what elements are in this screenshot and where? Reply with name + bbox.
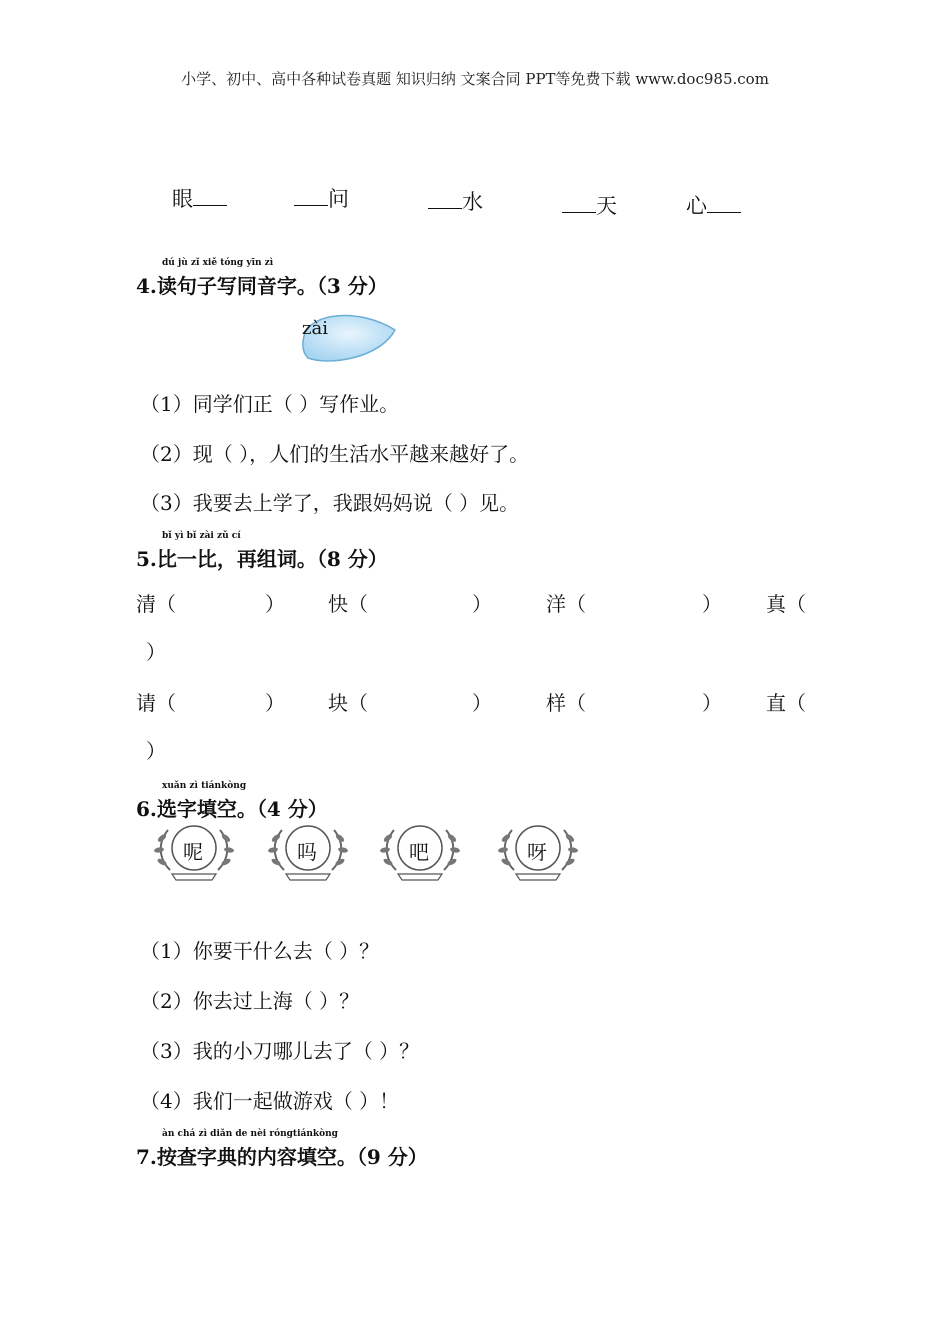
- q5-row1-b-open: 快（: [328, 592, 368, 616]
- word-char: 天: [596, 194, 617, 218]
- word-blank-4: [562, 190, 617, 220]
- word-char: 心: [686, 194, 707, 218]
- q6-title: 6.选字填空。（4 分）: [136, 797, 328, 821]
- q5-row2-d-open: 直（: [766, 691, 806, 715]
- q5-row1-b-close: ）: [472, 592, 492, 616]
- q6-item-4: （4）我们一起做游戏（ ）！: [140, 1089, 400, 1113]
- q5-row1-c-close: ）: [702, 592, 722, 616]
- q7-pinyin: àn chá zì diǎn de nèi róngtiánkòng: [162, 1129, 338, 1139]
- choice-ma[interactable]: [262, 818, 354, 888]
- word-char: 眼: [172, 187, 193, 211]
- q6-item-2: （2）你去过上海（ ）？: [140, 989, 360, 1013]
- q5-row2-b-close: ）: [472, 691, 492, 715]
- q5-row1-a-close: ）: [265, 592, 285, 616]
- q4-title: 4.读句子写同音字。（3 分）: [136, 274, 388, 298]
- page-header: 小学、初中、高中各种试卷真题 知识归纳 文案合同 PPT等免费下载 www.doc985.com: [181, 70, 769, 88]
- q5-row1-a-open: 清（: [136, 592, 176, 616]
- choice-char: 呀: [527, 840, 547, 864]
- choice-char: 呢: [183, 840, 203, 864]
- q5-row2-c-close: ）: [702, 691, 722, 715]
- word-char: 水: [462, 190, 483, 214]
- q4-pinyin: dú jù zǐ xiě tóng yīn zì: [162, 258, 274, 268]
- q4-item-1: （1）同学们正（ ）写作业。: [140, 392, 400, 416]
- choice-ya[interactable]: [492, 818, 584, 888]
- q5-row1-d-open: 真（: [766, 592, 806, 616]
- choice-ne[interactable]: [148, 818, 240, 888]
- q5-row1-c-open: 洋（: [546, 592, 586, 616]
- q5-row1-d-close: ）: [146, 640, 166, 664]
- blank-line[interactable]: [428, 188, 462, 209]
- choice-char: 吧: [409, 840, 429, 864]
- q6-pinyin: xuǎn zì tiánkòng: [162, 781, 247, 791]
- q5-row2-b-open: 块（: [328, 691, 368, 715]
- q6-item-1: （1）你要干什么去（ ）？: [140, 939, 380, 963]
- blank-line[interactable]: [193, 185, 227, 206]
- q4-item-3: （3）我要去上学了，我跟妈妈说（ ）见。: [140, 491, 520, 515]
- q5-row2-a-close: ）: [265, 691, 285, 715]
- word-char: 问: [328, 187, 349, 211]
- q4-item-2: （2）现（ ），人们的生活水平越来越好了。: [140, 442, 530, 466]
- blank-line[interactable]: [562, 192, 596, 213]
- choice-ba[interactable]: [374, 818, 466, 888]
- zai-bubble: [300, 306, 400, 366]
- q7-title: 7.按查字典的内容填空。（9 分）: [136, 1145, 428, 1169]
- q5-title: 5.比一比，再组词。（8 分）: [136, 547, 388, 571]
- choice-char: 吗: [297, 840, 317, 864]
- q5-pinyin: bǐ yì bǐ zài zǔ cí: [162, 531, 241, 541]
- q5-row2-c-open: 样（: [546, 691, 586, 715]
- word-blank-3: [428, 186, 483, 216]
- blank-line[interactable]: [707, 192, 741, 213]
- q5-row2-d-close: ）: [146, 739, 166, 763]
- word-blank-2: [294, 183, 349, 213]
- word-blank-5: [686, 190, 741, 220]
- q5-row2-a-open: 请（: [136, 691, 176, 715]
- blank-line[interactable]: [294, 185, 328, 206]
- word-blank-1: [172, 183, 227, 213]
- q6-item-3: （3）我的小刀哪儿去了（ ）？: [140, 1039, 420, 1063]
- bubble-pinyin: zài: [302, 318, 328, 339]
